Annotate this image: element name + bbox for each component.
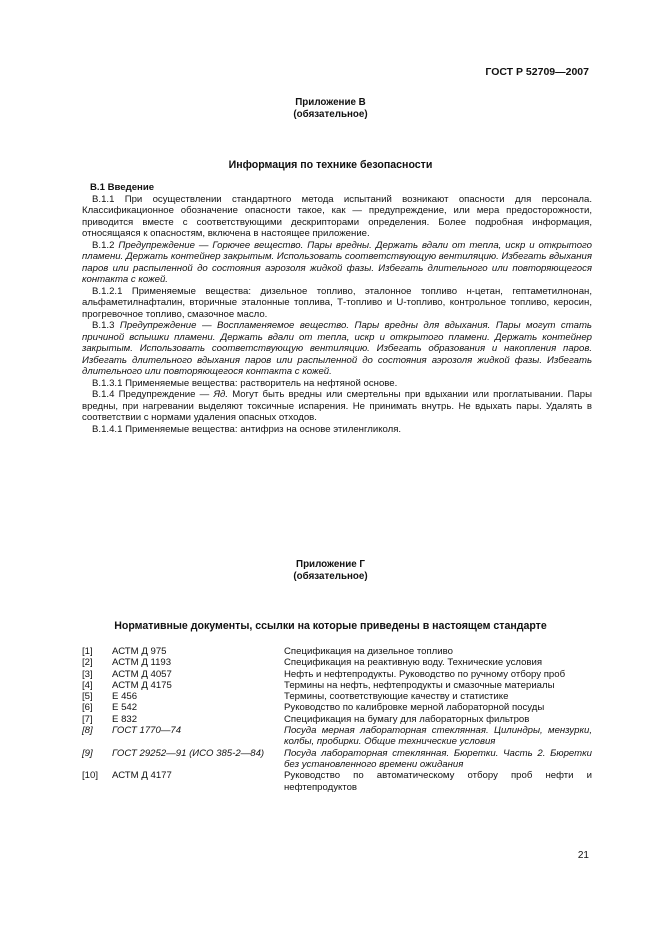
page-number: 21 (577, 850, 589, 861)
ref-number: [5] (82, 691, 93, 703)
ref-number: [4] (82, 679, 93, 691)
ref-document: АСТМ Д 975 (112, 646, 167, 657)
ref-title: Руководство по автоматическому отбору проб нефти и нефтепродуктов (284, 770, 592, 793)
appendix-b-title: Приложение В (295, 97, 366, 108)
ref-number: [7] (82, 713, 93, 725)
warning-text: Предупреждение — Воспламеняемое вещество. Пары вредны для вдыхания. Пары могут стать причиной вспышки пламени. Держать вдали от тепла, искр и открытого пламени. Держать контейнер закрытым. Использовать соответствующую вентиляцию. Избегать образования и накопления паров. Избегать длительного вдыхания паров или распыленной до состояния аэрозоля жидкой фазы. Избегать длительного или повторяющегося контакта с кожей. (82, 320, 592, 377)
ref-title: Спецификация на реактивную воду. Технические условия (284, 657, 543, 669)
ref-title: Термины, соответствующие качеству и статистике (284, 691, 509, 703)
ref-document: АСТМ Д 1193 (112, 657, 172, 669)
ref-document: Е 542 (112, 702, 138, 714)
ref-document: ГОСТ 29252—91 (ИСО 385-2—84) (112, 747, 265, 759)
ref-number: [9] (82, 747, 93, 759)
ref-title: Спецификация на бумагу для лабораторных фильтров (284, 713, 530, 725)
ref-document: Е 456 (112, 691, 138, 703)
ref-title: Посуда мерная лабораторная стеклянная. Цилиндры, мензурки, колбы, пробирки. Общие технические условия (284, 725, 592, 748)
paragraph-b14 (82, 389, 592, 424)
ref-title: Термины на нефть, нефтепродукты и смазочные материалы (284, 679, 555, 691)
ref-document: ГОСТ 1770—74 (112, 725, 182, 737)
appendix-b-title-block (0, 97, 661, 121)
reference-row (82, 714, 592, 725)
reference-row (82, 748, 592, 771)
ref-title: Посуда лабораторная стеклянная. Бюретки. Часть 2. Бюретки без установленного времени ожидания (284, 747, 592, 770)
reference-row (82, 702, 592, 713)
section-title: В.1 Введение (90, 182, 155, 193)
appendix-g-status: (обязательное) (293, 571, 368, 582)
paragraph-number: В.1.3 (92, 320, 115, 331)
appendix-b-heading: Информация по технике безопасности (228, 159, 433, 171)
references-table (82, 646, 592, 793)
reference-row (82, 725, 592, 748)
ref-title: Руководство по калибровке мерной лабораторной посуды (284, 702, 545, 714)
paragraph-b13 (82, 320, 592, 378)
ref-document: Е 832 (112, 713, 138, 725)
appendix-b-body (82, 182, 592, 435)
ref-number: [2] (82, 657, 93, 669)
warning-word: Яд. (213, 389, 228, 400)
ref-number: [3] (82, 668, 93, 680)
appendix-g-heading: Нормативные документы, ссылки на которые приведены в настоящем стандарте (114, 620, 547, 632)
appendix-g-title-block (0, 559, 661, 583)
ref-title: Спецификация на дизельное топливо (284, 646, 453, 657)
reference-row (82, 646, 592, 657)
ref-document: АСТМ Д 4177 (112, 770, 172, 782)
ref-number: [8] (82, 725, 93, 737)
reference-row (82, 669, 592, 680)
ref-number: [10] (82, 770, 99, 782)
paragraph-b141: В.1.4.1 Применяемые вещества: антифриз на основе этиленгликоля. (92, 423, 402, 435)
reference-row (82, 770, 592, 793)
appendix-g-title: Приложение Г (296, 559, 365, 570)
appendix-b-status: (обязательное) (293, 109, 368, 120)
paragraph-b11: В.1.1 При осуществлении стандартного метода испытаний возникают опасности для персонала. Классификационное обозначение опасности такое, как — предупреждение, или мера предосторожности, приводится вместе с соответствующими дескрипторами определения. Более подробная информация, относящаяся к опасностям, включена в настоящее приложение. (82, 193, 592, 239)
reference-row (82, 691, 592, 702)
ref-document: АСТМ Д 4175 (112, 679, 172, 691)
document-header: ГОСТ Р 52709—2007 (485, 66, 589, 78)
warning-text: Предупреждение — Горючее вещество. Пары вредны. Держать вдали от тепла, искр и открытого пламени. Держать контейнер закрытым. Использовать соответствующую вентиляцию. Избегать вдыхания паров или распыленной до состояния аэрозоля жидкой фазы. Избегать длительного или повторяющегося контакта с кожей. (82, 239, 592, 285)
ref-title: Нефть и нефтепродукты. Руководство по ручному отбору проб (284, 668, 566, 680)
paragraph-b121: В.1.2.1 Применяемые вещества: дизельное топливо, эталонное топливо н-цетан, гептаметилнонан, альфаметилнафталин, вторичные эталонные топлива, Т-топливо и U-топливо, контрольное топливо, керосин, прогревочное топливо, смазочное масло. (82, 285, 592, 320)
ref-number: [6] (82, 702, 93, 714)
paragraph-number: В.1.2 (92, 239, 115, 251)
paragraph-lead: В.1.4 Предупреждение — (92, 389, 214, 400)
paragraph-rest: Могут быть вредны или смертельны при вдыхании или проглатывании. Пары вредны, при нагревании выделяют токсичные испарения. Не принимать внутрь. Не вдыхать пары. Удалять в соответствии с нормами удаления опасных отходов. (82, 389, 592, 423)
paragraph-b131: В.1.3.1 Применяемые вещества: растворитель на нефтяной основе. (92, 377, 398, 389)
ref-document: АСТМ Д 4057 (112, 668, 172, 680)
paragraph-b12 (82, 240, 592, 286)
reference-row (82, 680, 592, 691)
reference-row (82, 657, 592, 668)
ref-number: [1] (82, 646, 93, 657)
